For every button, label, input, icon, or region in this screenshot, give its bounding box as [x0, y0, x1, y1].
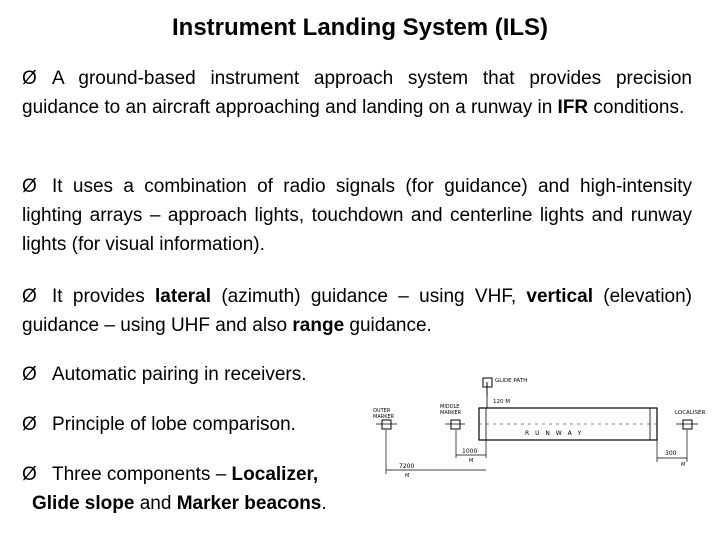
bullet-automatic-pairing: Ø Automatic pairing in receivers. — [22, 360, 307, 389]
glide-path-label: GLIDE PATH — [495, 378, 528, 384]
bullet-arrow-icon: Ø — [22, 464, 37, 485]
middle-marker-label-2: MARKER — [440, 410, 462, 416]
bullet-arrow-icon: Ø — [22, 286, 37, 307]
bullet-arrow-icon: Ø — [22, 68, 37, 89]
distance-1000-unit: M — [469, 458, 474, 464]
distance-300-unit: M — [681, 462, 686, 468]
distance-300-label: 300 — [665, 450, 677, 457]
distance-1000-label: 1000 — [462, 448, 478, 455]
bullet-guidance-types: Ø It provides lateral (azimuth) guidance – using VHF, vertical (elevation) guidance – using UHF and also range guidance. — [22, 282, 692, 340]
bullet-radio-lighting: Ø It uses a combination of radio signals (for guidance) and high-intensity lighting arrays – approach lights, touchdown and centerline lights and runway lights (for visual information). — [22, 172, 692, 259]
distance-7200-label: 7200 — [399, 463, 415, 470]
bullet-ils-definition: Ø A ground-based instrument approach system that provides precision guidance to an aircraft approaching and landing on a runway in IFR conditions. — [22, 64, 692, 122]
outer-marker-icon — [382, 420, 391, 429]
localiser-label: LOCALISER — [675, 410, 706, 416]
middle-marker-icon — [451, 420, 460, 429]
ils-layout-diagram — [365, 370, 715, 485]
bullet-arrow-icon: Ø — [22, 364, 37, 385]
bullet-arrow-icon: Ø — [22, 176, 37, 197]
bullet-arrow-icon: Ø — [22, 414, 37, 435]
runway-label: R U N W A Y — [525, 430, 584, 437]
outer-marker-label-2: MARKER — [373, 414, 395, 420]
slide-title: Instrument Landing System (ILS) — [171, 14, 549, 41]
outer-marker-label-1: OUTER — [373, 408, 391, 414]
bullet-three-components: Ø Three components – Localizer, Glide slope and Marker beacons. — [22, 460, 327, 518]
localiser-antenna-icon — [683, 420, 692, 429]
bullet-lobe-comparison: Ø Principle of lobe comparison. — [22, 410, 296, 439]
distance-7200-unit: M — [405, 473, 410, 479]
glide-distance-label: 120 M — [493, 399, 510, 405]
middle-marker-label-1: MIDDLE — [440, 404, 460, 410]
